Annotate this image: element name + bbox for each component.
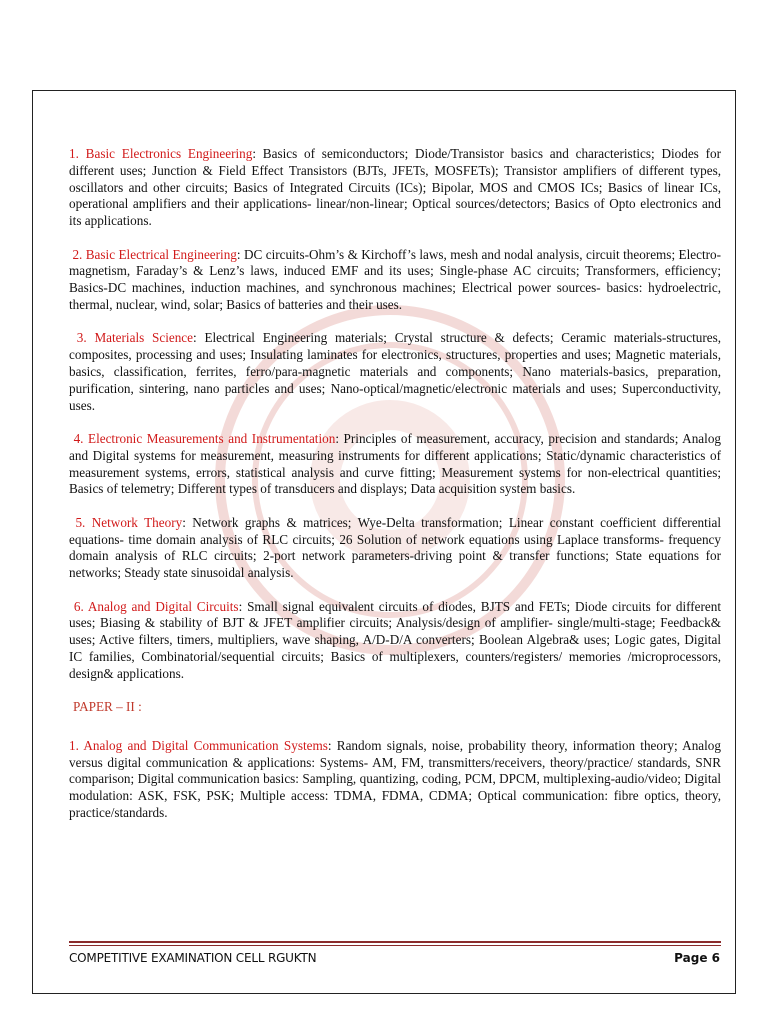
section-body: : Small signal equivalent circuits of diodes, BJTS and FETs; Diode circuits for different uses; Biasing & stability of BJT & JFET amplifier circuits; Analysis/design of amplifier- single/multi-stage; Feedback& uses; Active filters, timers, multipliers, wave shaping, A/D-D/A converters; Boolean Algebra& uses; Logic gates, Digital IC families, Combinatorial/sequential circuits; Basics of multiplexers, counters/registers/ memories /microprocessors, design& applications. (69, 598, 722, 681)
section-body: : Electrical Engineering materials; Crystal structure & defects; Ceramic materials-structures, composites, processing and uses; Insulating laminates for electronics, structures, properties and uses; Magnetic materials, basics, classification, ferrites, ferro/para-magnetic materials and components; Nano materials-basics, preparation, purification, sintering, nano particles and uses; Nano-optical/magnetic/electronic materials and uses; Superconductivity, uses. (69, 330, 721, 413)
section-heading: 5. Network Theory (75, 514, 183, 530)
section-basic-electrical (69, 247, 721, 314)
footer-rule (69, 941, 721, 943)
footer-cell-name: COMPETITIVE EXAMINATION CELL RGUKTN (69, 951, 317, 965)
section-body: : Network graphs & matrices; Wye-Delta transformation; Linear constant coefficient differential equations- time domain analysis of RLC circuits; 26 Solution of network equations using Laplace transforms- frequency domain analysis of RLC circuits; 2-port network parameters-driving point & transfer functions; State equations for networks; Steady state sinusoidal analysis. (69, 514, 721, 581)
section-body: : Basics of semiconductors; Diode/Transistor basics and characteristics; Diodes for different uses; Junction & Field Effect Transistors (BJTs, JFETs, MOSFETs); Transistor amplifiers of different types, oscillators and other circuits; Basics of Integrated Circuits (ICs); Bipolar, MOS and CMOS ICs; Basics of linear ICs, operational amplifiers and their applications- linear/non-linear; Optical sources/detectors; Basics of Opto electronics and its applications. (69, 146, 721, 229)
page-number: Page 6 (674, 951, 720, 965)
section-body: : Random signals, noise, probability theory, information theory; Analog versus digital communication & applications: Systems- AM, FM, transmitters/receivers, theory/practice/ standards, SNR comparison; Digital communication basics: Sampling, quantizing, coding, PCM, DPCM, multiplexing-audio/video; Digital modulation: ASK, FSK, PSK; Multiple access: TDMA, FDMA, CDMA; Optical communication: fibre optics, theory, practice/standards. (69, 737, 721, 821)
section-heading: 1. Basic Electronics Engineering (69, 146, 253, 161)
section-analog-digital-circuits (69, 599, 721, 683)
section-basic-electronics (69, 146, 721, 230)
section-heading: 2. Basic Electrical Engineering (72, 246, 237, 262)
section-body: : Principles of measurement, accuracy, precision and standards; Analog and Digital systems for measurement, measuring instruments for different applications; Static/dynamic characteristics of measurement systems, errors, statistical analysis and curve fitting; Measurement systems for non-electrical quantities; Basics of telemetry; Different types of transducers and displays; Data acquisition system basics. (69, 430, 722, 497)
section-network-theory (69, 515, 721, 582)
section-heading: 6. Analog and Digital Circuits (73, 598, 239, 614)
section-heading: 4. Electronic Measurements and Instrumentation (73, 430, 336, 446)
syllabus-content (69, 146, 721, 838)
paper-title: PAPER – II : (73, 699, 142, 715)
section-heading: 1. Analog and Digital Communication Systems (69, 737, 328, 753)
section-communication-systems (69, 738, 721, 822)
section-measurements (69, 431, 721, 498)
section-heading: 3. Materials Science (76, 330, 194, 346)
section-body: : DC circuits-Ohm’s & Kirchoff’s laws, mesh and nodal analysis, circuit theorems; Electro-magnetism, Faraday’s & Lenz’s laws, induced EMF and its uses; Single-phase AC circuits; Transformers, efficiency; Basics-DC machines, induction machines, and synchronous machines; Electrical power sources- basics: hydroelectric, thermal, nuclear, wind, solar; Basics of batteries and their uses. (69, 246, 722, 312)
footer-rule-thin (69, 945, 721, 946)
section-materials-science (69, 330, 721, 414)
